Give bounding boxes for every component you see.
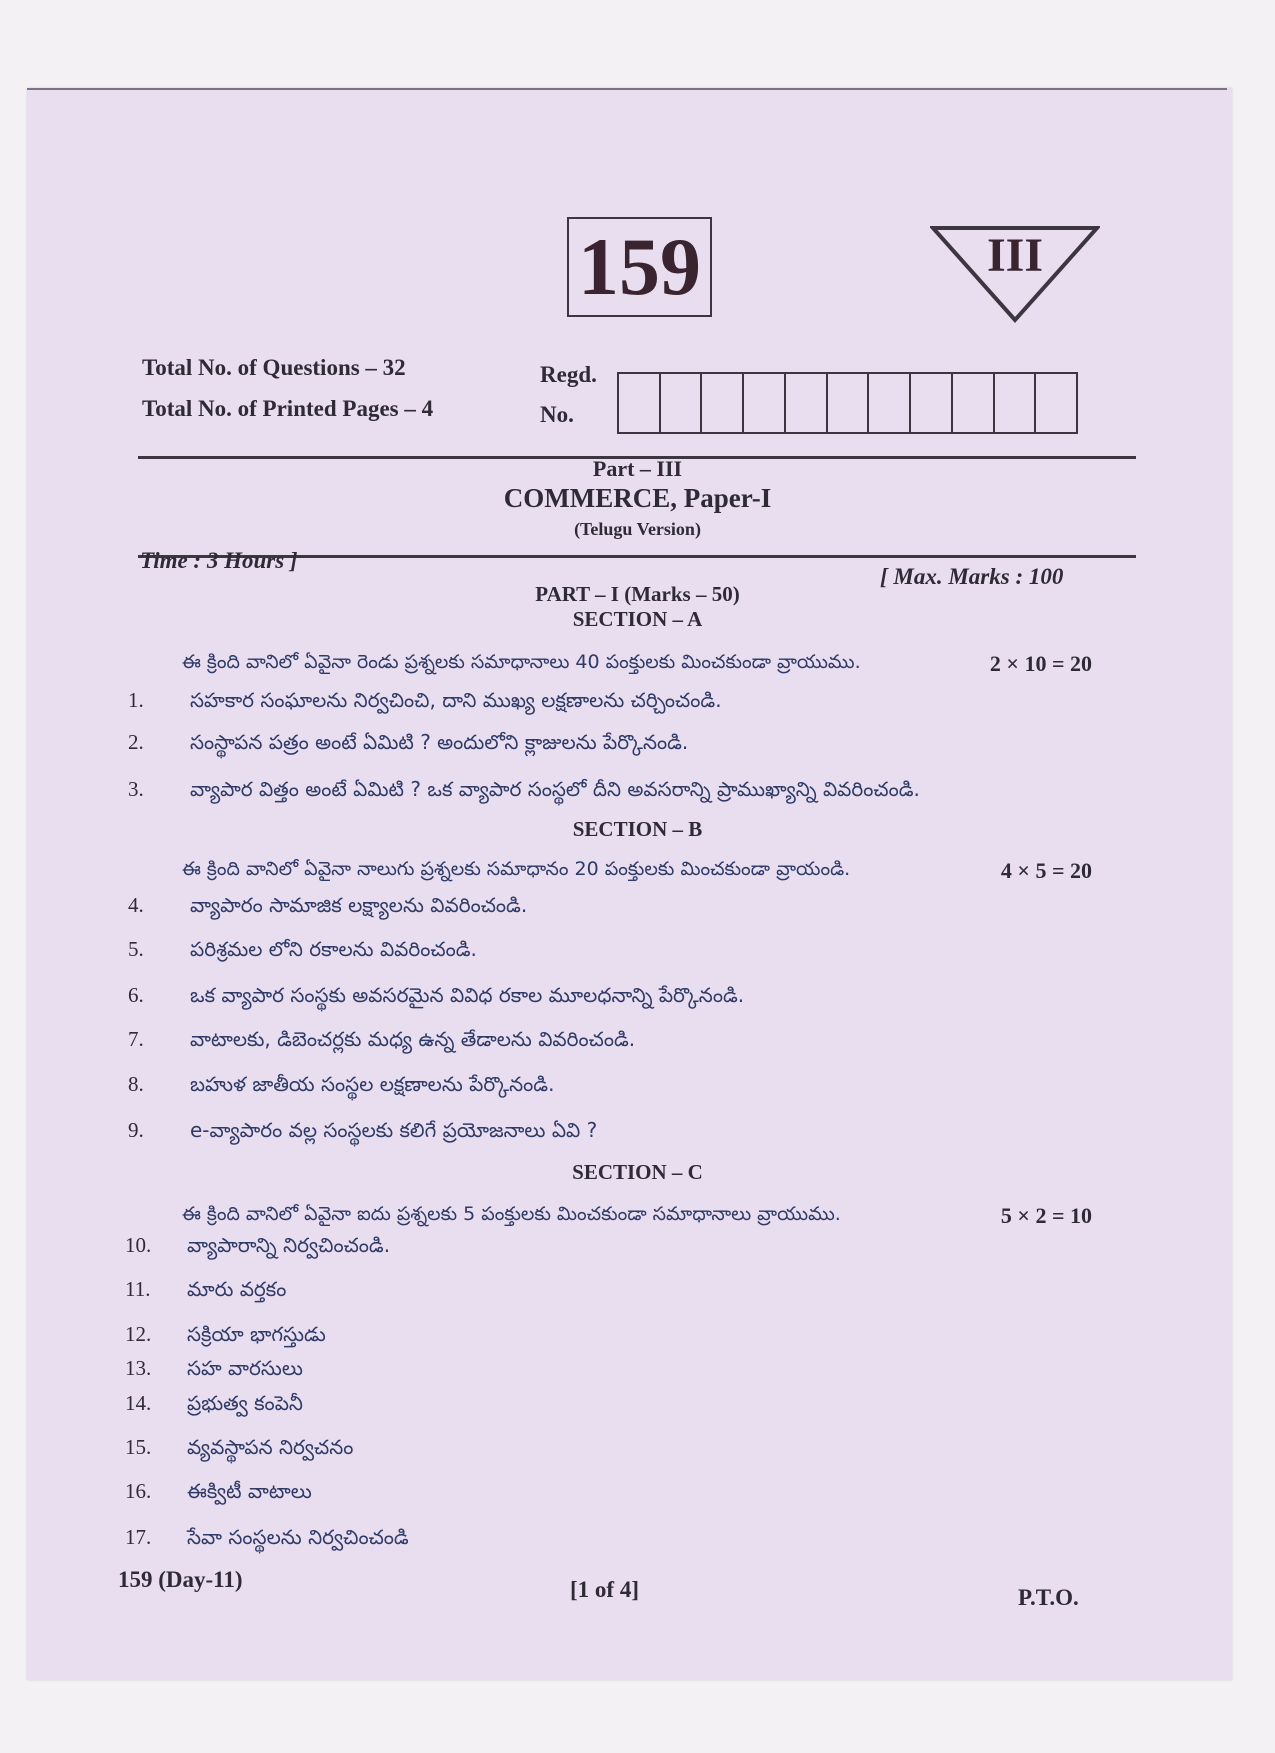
regd-digit-cell	[661, 374, 703, 432]
section-c-marks: 5 × 2 = 10	[1000, 1203, 1092, 1228]
total-pages: Total No. of Printed Pages – 4	[142, 396, 434, 421]
regd-digit-cell	[828, 374, 870, 432]
question-4: 4. వ్యాపారం సామాజిక లక్ష్యాలను వివరించండి.	[128, 893, 528, 917]
question-6: 6. ఒక వ్యాపార సంస్థకు అవసరమైన వివిధ రకాల మూలధనాన్ని పేర్కొనండి.	[128, 983, 745, 1007]
section-b-heading: SECTION – B	[572, 817, 703, 841]
section-b-instruction	[182, 858, 1092, 885]
time-label: Time : 3 Hours ]	[140, 548, 298, 573]
instruction-text: ఈ క్రింది వానిలో ఏవైనా రెండు ప్రశ్నలకు సమాధానాలు 40 పంక్తులకు మించకుండా వ్రాయుము.	[182, 651, 861, 673]
question-2: 2. సంస్థాపన పత్రం అంటే ఏమిటి ? అందులోని క్లాజులను పేర్కొనండి.	[128, 730, 689, 754]
set-number: III	[986, 229, 1044, 282]
section-a-instruction	[182, 651, 1092, 678]
section-c-instruction	[182, 1203, 1092, 1230]
question-11: 11. మారు వర్తకం	[125, 1277, 287, 1301]
regd-digit-cell	[619, 374, 661, 432]
question-7: 7. వాటాలకు, డిబెంచర్లకు మధ్య ఉన్న తేడాలను వివరించండి.	[128, 1027, 636, 1051]
question-16: 16. ఈక్విటీ వాటాలు	[125, 1479, 312, 1503]
regd-label: Regd.	[540, 362, 597, 387]
regd-digit-cell	[786, 374, 828, 432]
total-questions: Total No. of Questions – 32	[142, 355, 406, 380]
regd-number-boxes	[617, 372, 1078, 434]
question-3: 3. వ్యాపార విత్తం అంటే ఏమిటి ? ఒక వ్యాపార సంస్థలో దీని అవసరాన్ని ప్రాముఖ్యాన్ని వివరించండి.	[128, 777, 920, 801]
paper-code-box: 159	[567, 217, 712, 317]
regd-digit-cell	[995, 374, 1037, 432]
part-one-heading: PART – I (Marks – 50)	[535, 582, 740, 606]
regd-digit-cell	[744, 374, 786, 432]
regd-digit-cell	[911, 374, 953, 432]
question-13: 13. సహ వారసులు	[125, 1356, 303, 1380]
question-17: 17. సేవా సంస్థలను నిర్వచించండి	[125, 1525, 409, 1549]
question-10: 10. వ్యాపారాన్ని నిర్వచించండి.	[125, 1233, 391, 1257]
regd-digit-cell	[1036, 374, 1076, 432]
sheet-top-edge	[27, 88, 1227, 90]
section-a-heading: SECTION – A	[572, 607, 703, 631]
footer-pto: P.T.O.	[1018, 1585, 1079, 1610]
regd-no-label: No.	[540, 402, 574, 427]
instruction-text: ఈ క్రింది వానిలో ఏవైనా నాలుగు ప్రశ్నలకు సమాధానం 20 పంక్తులకు మించకుండా వ్రాయండి.	[182, 858, 851, 880]
question-14: 14. ప్రభుత్వ కంపెనీ	[125, 1391, 303, 1415]
question-9: 9. e-వ్యాపారం వల్ల సంస్థలకు కలిగే ప్రయోజనాలు ఏవి ?	[128, 1118, 598, 1142]
question-5: 5. పరిశ్రమల లోని రకాలను వివరించండి.	[128, 937, 477, 961]
subject-title: COMMERCE, Paper-I	[503, 483, 772, 513]
question-1: 1. సహకార సంఘాలను నిర్వచించి, దాని ముఖ్య లక్షణాలను చర్చించండి.	[128, 688, 722, 712]
version-label: (Telugu Version)	[574, 519, 701, 539]
regd-digit-cell	[953, 374, 995, 432]
footer-paper-code: 159 (Day-11)	[118, 1567, 243, 1592]
instruction-text: ఈ క్రింది వానిలో ఏవైనా ఐదు ప్రశ్నలకు 5 పంక్తులకు మించకుండా సమాధానాలు వ్రాయుము.	[182, 1203, 841, 1225]
question-12: 12. సక్రియా భాగస్తుడు	[125, 1322, 326, 1346]
question-15: 15. వ్యవస్థాపన నిర్వచనం	[125, 1435, 354, 1459]
section-c-heading: SECTION – C	[572, 1160, 703, 1184]
regd-digit-cell	[702, 374, 744, 432]
section-b-marks: 4 × 5 = 20	[1000, 858, 1092, 883]
part-title: Part – III	[592, 456, 683, 481]
max-marks-label: [ Max. Marks : 100	[880, 564, 1064, 589]
section-a-marks: 2 × 10 = 20	[989, 651, 1092, 676]
regd-digit-cell	[869, 374, 911, 432]
footer-page-number: [1 of 4]	[570, 1577, 639, 1602]
question-8: 8. బహుళ జాతీయ సంస్థల లక్షణాలను పేర్కొనండి.	[128, 1072, 555, 1096]
